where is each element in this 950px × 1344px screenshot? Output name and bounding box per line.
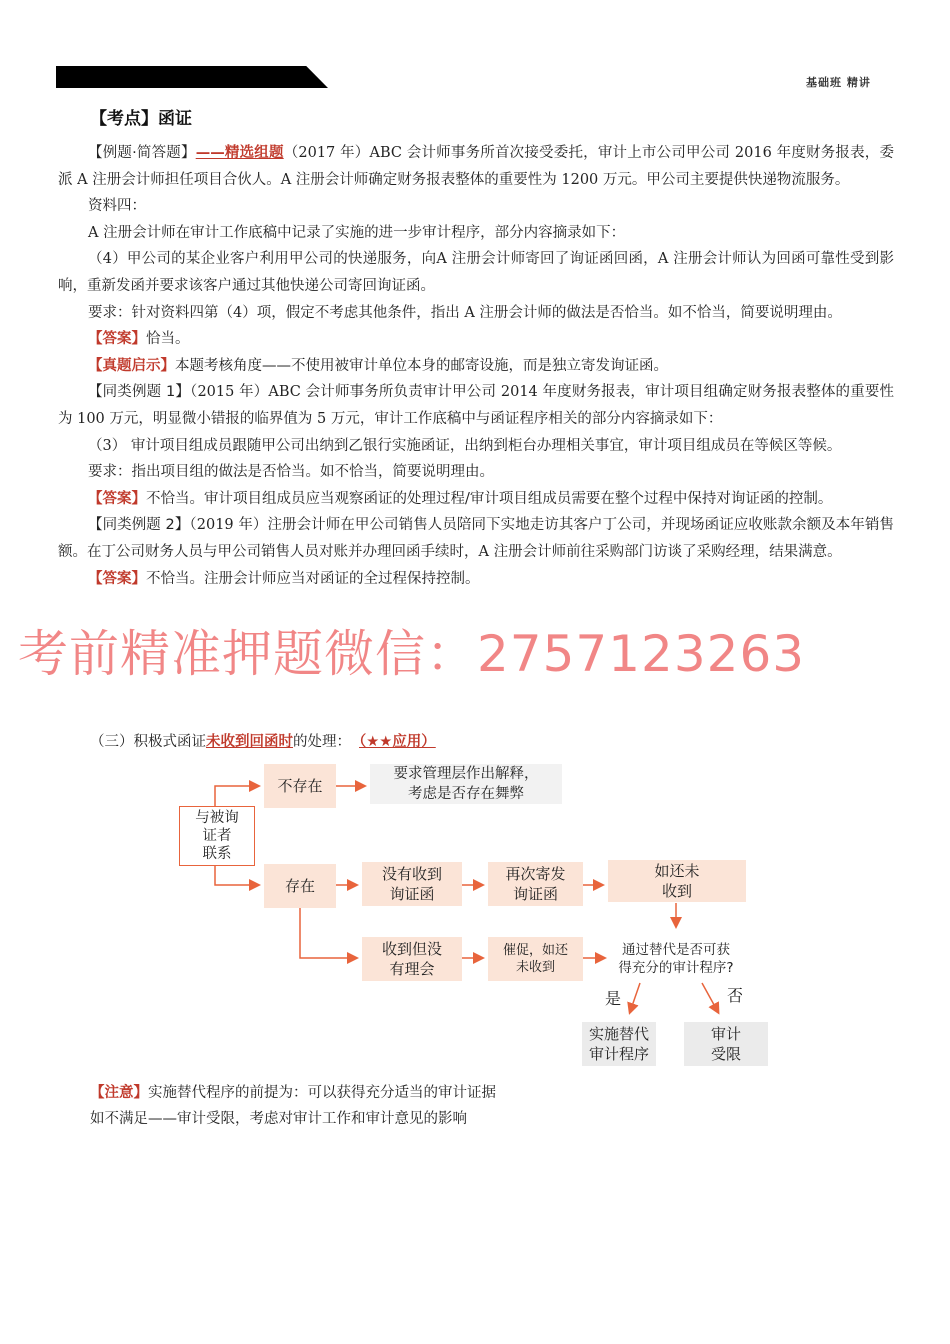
note-text2: 如不满足——审计受限，考虑对审计工作和审计意见的影响 bbox=[90, 1111, 467, 1127]
flow-no: 否 bbox=[726, 986, 743, 1005]
watermark: 考前精准押题微信：2757123263 bbox=[18, 625, 806, 683]
flow-not-exist: 不存在 bbox=[264, 764, 336, 808]
example-link[interactable]: ——精选组题 bbox=[195, 145, 284, 161]
section3-tag: （★★应用） bbox=[359, 734, 436, 750]
flow-not-received: 没有收到 询证函 bbox=[362, 862, 462, 906]
flow-resend: 再次寄发 询证函 bbox=[488, 862, 583, 906]
section3-heading bbox=[90, 730, 436, 751]
flow-yes: 是 bbox=[604, 989, 621, 1008]
example-block bbox=[58, 140, 894, 592]
section-title: 【考点】函证 bbox=[90, 109, 192, 129]
similar1-p2: （3） 审计项目组成员跟随甲公司出纳到乙银行实施函证，出纳到柜台办理相关事宜，审计项目组成员在等候区等候。 bbox=[88, 437, 842, 454]
flow-contact: 与被询 证者 联系 bbox=[179, 806, 255, 866]
similar2-tag: 【同类例题 2】 bbox=[88, 517, 190, 534]
flow-limited: 审计 受限 bbox=[684, 1022, 768, 1066]
flow-exist: 存在 bbox=[264, 864, 336, 908]
hint-text: 本题考核角度——不使用被审计单位本身的邮寄设施，而是独立寄发询证函。 bbox=[175, 357, 668, 374]
similar2-answer: 不恰当。注册会计师应当对函证的全过程保持控制。 bbox=[146, 570, 480, 587]
header-right-text: 基础班 精讲 bbox=[806, 76, 871, 89]
similar2-answer-tag: 【答案】 bbox=[88, 570, 146, 587]
flow-still-not: 如还未 收到 bbox=[608, 860, 746, 902]
flow-explain: 要求管理层作出解释， 考虑是否存在舞弊 bbox=[370, 764, 562, 804]
similar1-answer: 不恰当。审计项目组成员应当观察函证的处理过程/审计项目组成员需要在整个过程中保持对询证函的控制。 bbox=[146, 490, 833, 507]
note-tag: 【注意】 bbox=[90, 1085, 148, 1101]
header-bar bbox=[56, 66, 328, 88]
note-text1: 实施替代程序的前提为：可以获得充分适当的审计证据 bbox=[148, 1085, 496, 1101]
answer-tag: 【答案】 bbox=[88, 331, 146, 348]
answer-text: 恰当。 bbox=[146, 331, 190, 348]
flow-urge: 催促，如还 未收到 bbox=[488, 937, 583, 981]
hint-tag: 【真题启示】 bbox=[88, 357, 175, 374]
similar1-p3: 要求：指出项目组的做法是否恰当。如不恰当，简要说明理由。 bbox=[88, 464, 494, 481]
similar1-p1: （2015 年）ABC 会计师事务所负责审计甲公司 2014 年度财务报表，审计项目组确定财务报表整体的重要性为 100 万元，明显微小错报的临界值为 5 万元，审计工作底稿中与函证程序相关的部分内容摘录如下： bbox=[58, 384, 894, 427]
section3-highlight: 未收到回函时 bbox=[206, 734, 293, 750]
note-line1 bbox=[90, 1081, 890, 1102]
similar1-answer-tag: 【答案】 bbox=[88, 490, 146, 507]
example-p3: A 注册会计师在审计工作底稿中记录了实施的进一步审计程序，部分内容摘录如下： bbox=[88, 224, 626, 241]
flow-question: 通过替代是否可获 得充分的审计程序? bbox=[618, 942, 734, 976]
example-tag: 【例题·简答题】 bbox=[88, 145, 196, 161]
similar1-tag: 【同类例题 1】 bbox=[88, 384, 191, 401]
flow-alt-proc: 实施替代 审计程序 bbox=[582, 1022, 656, 1066]
example-p4: （4）甲公司的某企业客户利用甲公司的快递服务，向A 注册会计师寄回了询证函回函，A 注册会计师认为回函可靠性受到影响，重新发函并要求该客户通过其他快递公司寄回询证函。 bbox=[58, 251, 894, 294]
section3-suffix: 的处理： bbox=[293, 734, 351, 750]
example-p1: （2017 年）ABC 会计师事务所首次接受委托，审计上市公司甲公司 2016 年度财务报表，委派 A 注册会计师担任项目合伙人。A 注册会计师确定财务报表整体的重要性为 1200 万元。甲公司主要提供快递物流服务。 bbox=[58, 145, 895, 188]
flow-received-ignored: 收到但没 有理会 bbox=[362, 937, 462, 981]
section3-prefix: （三）积极式函证 bbox=[90, 734, 206, 750]
example-p5: 要求：针对资料四第（4）项，假定不考虑其他条件，指出 A 注册会计师的做法是否恰当。如不恰当，简要说明理由。 bbox=[88, 304, 842, 321]
example-p2: 资料四： bbox=[88, 198, 146, 215]
similar2-p1: （2019 年）注册会计师在甲公司销售人员陪同下实地走访其客户丁公司，并现场函证应收账款余额及本年销售额。在丁公司财务人员与甲公司销售人员对账并办理回函手续时，A 注册会计师前往采购部门访谈了采购经理，结果满意。 bbox=[58, 517, 894, 560]
